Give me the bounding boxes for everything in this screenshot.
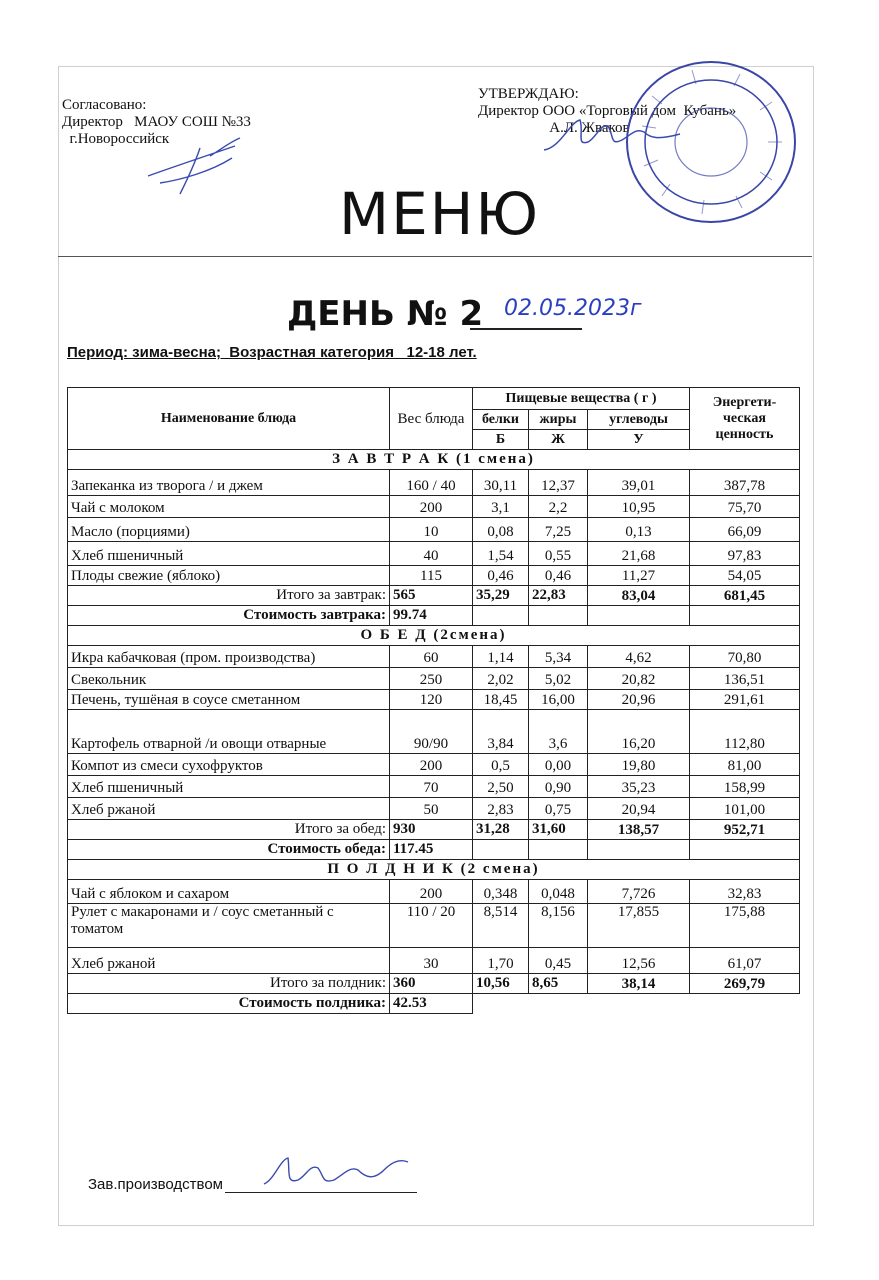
dish-weight: 200: [390, 754, 473, 776]
day-label: ДЕНЬ № 2: [287, 294, 484, 334]
cost-label: Стоимость полдника:: [68, 994, 390, 1014]
dish-carbs: 20,94: [588, 798, 690, 820]
dish-fat: 0,55: [529, 542, 588, 566]
dish-protein: 0,08: [473, 518, 529, 542]
table-row: [68, 668, 800, 690]
dish-energy: 101,00: [690, 798, 800, 820]
footer-label: Зав.производством: [88, 1176, 223, 1193]
cost-value: 117.45: [390, 840, 473, 860]
total-label: Итого за полдник:: [68, 974, 390, 994]
total-fat: 22,83: [529, 586, 588, 606]
dish-energy: 61,07: [690, 948, 800, 974]
dish-carbs: 12,56: [588, 948, 690, 974]
dish-energy: 136,51: [690, 668, 800, 690]
header-protein-abbr: Б: [473, 430, 529, 450]
dish-protein: 0,5: [473, 754, 529, 776]
dish-weight: 250: [390, 668, 473, 690]
dish-fat: 5,34: [529, 646, 588, 668]
dish-energy: 66,09: [690, 518, 800, 542]
table-row: [68, 754, 800, 776]
dish-protein: 0,46: [473, 566, 529, 586]
dish-fat: 0,45: [529, 948, 588, 974]
total-energy: 681,45: [690, 586, 800, 606]
total-protein: 35,29: [473, 586, 529, 606]
dish-fat: 0,00: [529, 754, 588, 776]
approve-line: УТВЕРЖДАЮ:: [478, 86, 579, 102]
total-carbs: 38,14: [588, 974, 690, 994]
dish-fat: 8,156: [529, 904, 588, 948]
total-label: Итого за завтрак:: [68, 586, 390, 606]
dish-energy: 97,83: [690, 542, 800, 566]
dish-energy: 175,88: [690, 904, 800, 948]
section-title: П О Л Д Н И К (2 смена): [68, 860, 800, 880]
total-weight: 360: [390, 974, 473, 994]
dish-carbs: 17,855: [588, 904, 690, 948]
dish-energy: 81,00: [690, 754, 800, 776]
cost-row: [68, 840, 800, 860]
dish-protein: 3,1: [473, 496, 529, 518]
dish-fat: 2,2: [529, 496, 588, 518]
table-row: [68, 566, 800, 586]
table-row: [68, 470, 800, 496]
total-label: Итого за обед:: [68, 820, 390, 840]
cost-value: 42.53: [390, 994, 473, 1014]
table-row: [68, 542, 800, 566]
section-title: О Б Е Д (2смена): [68, 626, 800, 646]
dish-name: Икра кабачковая (пром. производства): [68, 646, 390, 668]
cost-label: Стоимость завтрака:: [68, 606, 390, 626]
approve-line: Директор ООО «Торговый дом Кубань»: [478, 103, 737, 119]
dish-name: Печень, тушёная в соусе сметанном: [68, 690, 390, 710]
dish-weight: 200: [390, 496, 473, 518]
total-weight: 930: [390, 820, 473, 840]
dish-fat: 0,048: [529, 880, 588, 904]
dish-weight: 70: [390, 776, 473, 798]
dish-name: Хлеб ржаной: [68, 798, 390, 820]
menu-table: [67, 387, 800, 1014]
total-protein: 10,56: [473, 974, 529, 994]
total-energy: 952,71: [690, 820, 800, 840]
dish-energy: 32,83: [690, 880, 800, 904]
title-divider: [58, 256, 812, 257]
dish-name: Запеканка из творога / и джем: [68, 470, 390, 496]
dish-protein: 1,70: [473, 948, 529, 974]
dish-energy: 54,05: [690, 566, 800, 586]
dish-name: Масло (порциями): [68, 518, 390, 542]
dish-carbs: 16,20: [588, 710, 690, 754]
production-head-signature: [258, 1150, 418, 1196]
total-carbs: 83,04: [588, 586, 690, 606]
dish-protein: 2,02: [473, 668, 529, 690]
table-row: [68, 518, 800, 542]
dish-weight: 90/90: [390, 710, 473, 754]
dish-energy: 291,61: [690, 690, 800, 710]
total-row: [68, 820, 800, 840]
dish-energy: 112,80: [690, 710, 800, 754]
header-nutrients: Пищевые вещества ( г ): [473, 388, 690, 410]
header-carbs: углеводы: [588, 410, 690, 430]
dish-protein: 1,14: [473, 646, 529, 668]
dish-carbs: 19,80: [588, 754, 690, 776]
total-row: [68, 586, 800, 606]
total-fat: 8,65: [529, 974, 588, 994]
table-row: [68, 904, 800, 948]
cost-value: 99.74: [390, 606, 473, 626]
table-row: [68, 948, 800, 974]
table-row: [68, 710, 800, 754]
table-row: [68, 880, 800, 904]
dish-energy: 387,78: [690, 470, 800, 496]
dish-energy: 75,70: [690, 496, 800, 518]
dish-fat: 5,02: [529, 668, 588, 690]
header-name: Наименование блюда: [68, 388, 390, 450]
dish-carbs: 10,95: [588, 496, 690, 518]
table-row: [68, 690, 800, 710]
dish-name: Свекольник: [68, 668, 390, 690]
dish-carbs: 20,96: [588, 690, 690, 710]
dish-name: Рулет с макаронами и / соус сметанный с томатом: [68, 904, 390, 948]
dish-carbs: 35,23: [588, 776, 690, 798]
table-row: [68, 496, 800, 518]
dish-fat: 3,6: [529, 710, 588, 754]
dish-weight: 30: [390, 948, 473, 974]
dish-protein: 0,348: [473, 880, 529, 904]
dish-carbs: 11,27: [588, 566, 690, 586]
dish-fat: 0,90: [529, 776, 588, 798]
table-row: [68, 646, 800, 668]
dish-fat: 0,75: [529, 798, 588, 820]
page-title: МЕНЮ: [339, 180, 540, 248]
header-carbs-abbr: У: [588, 430, 690, 450]
header-fat: жиры: [529, 410, 588, 430]
agreed-line: Согласовано:: [62, 97, 147, 113]
dish-name: Плоды свежие (яблоко): [68, 566, 390, 586]
dish-name: Чай с молоком: [68, 496, 390, 518]
dish-weight: 10: [390, 518, 473, 542]
dish-name: Чай с яблоком и сахаром: [68, 880, 390, 904]
table-row: [68, 798, 800, 820]
dish-carbs: 20,82: [588, 668, 690, 690]
dish-energy: 70,80: [690, 646, 800, 668]
dish-weight: 115: [390, 566, 473, 586]
period-line: Период: зима-весна; Возрастная категория 12-18 лет.: [67, 344, 477, 361]
dish-weight: 40: [390, 542, 473, 566]
approve-line: А.Л. Жваков: [478, 120, 630, 136]
handwritten-date: 02.05.2023г: [470, 296, 582, 330]
dish-carbs: 0,13: [588, 518, 690, 542]
agreed-line: г.Новороссийск: [62, 131, 170, 147]
cost-row: [68, 606, 800, 626]
dish-weight: 160 / 40: [390, 470, 473, 496]
dish-protein: 3,84: [473, 710, 529, 754]
header-weight: Вес блюда: [390, 388, 473, 450]
dish-carbs: 7,726: [588, 880, 690, 904]
approver-signature: [540, 112, 690, 160]
total-fat: 31,60: [529, 820, 588, 840]
cost-label: Стоимость обеда:: [68, 840, 390, 860]
total-energy: 269,79: [690, 974, 800, 994]
header-fat-abbr: Ж: [529, 430, 588, 450]
dish-fat: 7,25: [529, 518, 588, 542]
dish-protein: 8,514: [473, 904, 529, 948]
dish-name: Хлеб пшеничный: [68, 776, 390, 798]
dish-name: Хлеб ржаной: [68, 948, 390, 974]
dish-weight: 200: [390, 880, 473, 904]
dish-fat: 16,00: [529, 690, 588, 710]
dish-name: Компот из смеси сухофруктов: [68, 754, 390, 776]
table-row: [68, 776, 800, 798]
dish-energy: 158,99: [690, 776, 800, 798]
header-energy: Энергети-ческая ценность: [690, 388, 800, 450]
section-title: З А В Т Р А К (1 смена): [68, 450, 800, 470]
total-carbs: 138,57: [588, 820, 690, 840]
total-protein: 31,28: [473, 820, 529, 840]
agreed-line: Директор МАОУ СОШ №33: [62, 114, 251, 130]
dish-carbs: 21,68: [588, 542, 690, 566]
dish-protein: 1,54: [473, 542, 529, 566]
dish-carbs: 4,62: [588, 646, 690, 668]
dish-protein: 2,50: [473, 776, 529, 798]
dish-fat: 0,46: [529, 566, 588, 586]
dish-protein: 18,45: [473, 690, 529, 710]
dish-carbs: 39,01: [588, 470, 690, 496]
dish-protein: 30,11: [473, 470, 529, 496]
dish-name: Хлеб пшеничный: [68, 542, 390, 566]
dish-weight: 110 / 20: [390, 904, 473, 948]
header-protein: белки: [473, 410, 529, 430]
dish-protein: 2,83: [473, 798, 529, 820]
dish-fat: 12,37: [529, 470, 588, 496]
total-weight: 565: [390, 586, 473, 606]
dish-weight: 50: [390, 798, 473, 820]
dish-weight: 60: [390, 646, 473, 668]
dish-name: Картофель отварной /и овощи отварные: [68, 710, 390, 754]
dish-weight: 120: [390, 690, 473, 710]
cost-row: [68, 994, 800, 1014]
total-row: [68, 974, 800, 994]
